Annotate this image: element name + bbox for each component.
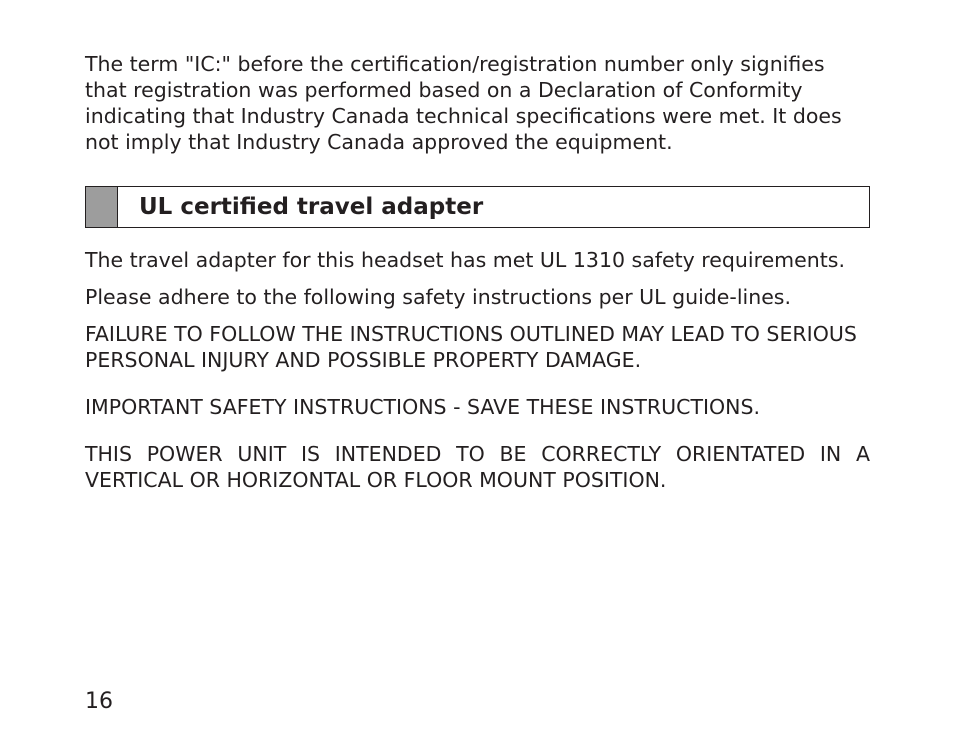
section-marker [86, 187, 118, 227]
failure-warning-paragraph: FAILURE TO FOLLOW THE INSTRUCTIONS OUTLINED MAY LEAD TO SERIOUS PERSONAL INJURY AND POSSIBLE PROPERTY DAMAGE. [85, 322, 857, 372]
page-content [85, 51, 870, 493]
page-number: 16 [85, 689, 113, 714]
section-heading-box [85, 186, 870, 228]
adhere-instructions-paragraph: Please adhere to the following safety instructions per UL guide-lines. [85, 285, 792, 309]
ul-requirements-paragraph: The travel adapter for this headset has met UL 1310 safety requirements. [85, 248, 845, 272]
section-title: UL certified travel adapter [139, 194, 484, 220]
orientation-paragraph: THIS POWER UNIT IS INTENDED TO BE CORRECTLY ORIENTATED IN A VERTICAL OR HORIZONTAL OR FLOOR MOUNT POSITION. [85, 442, 870, 492]
ic-notice-paragraph: The term "IC:" before the certification/registration number only signifies that registration was performed based on a Declaration of Conformity indicating that Industry Canada technical specifications were met. It does not imply that Industry Canada approved the equipment. [85, 52, 842, 154]
important-safety-paragraph: IMPORTANT SAFETY INSTRUCTIONS - SAVE THESE INSTRUCTIONS. [85, 395, 761, 419]
